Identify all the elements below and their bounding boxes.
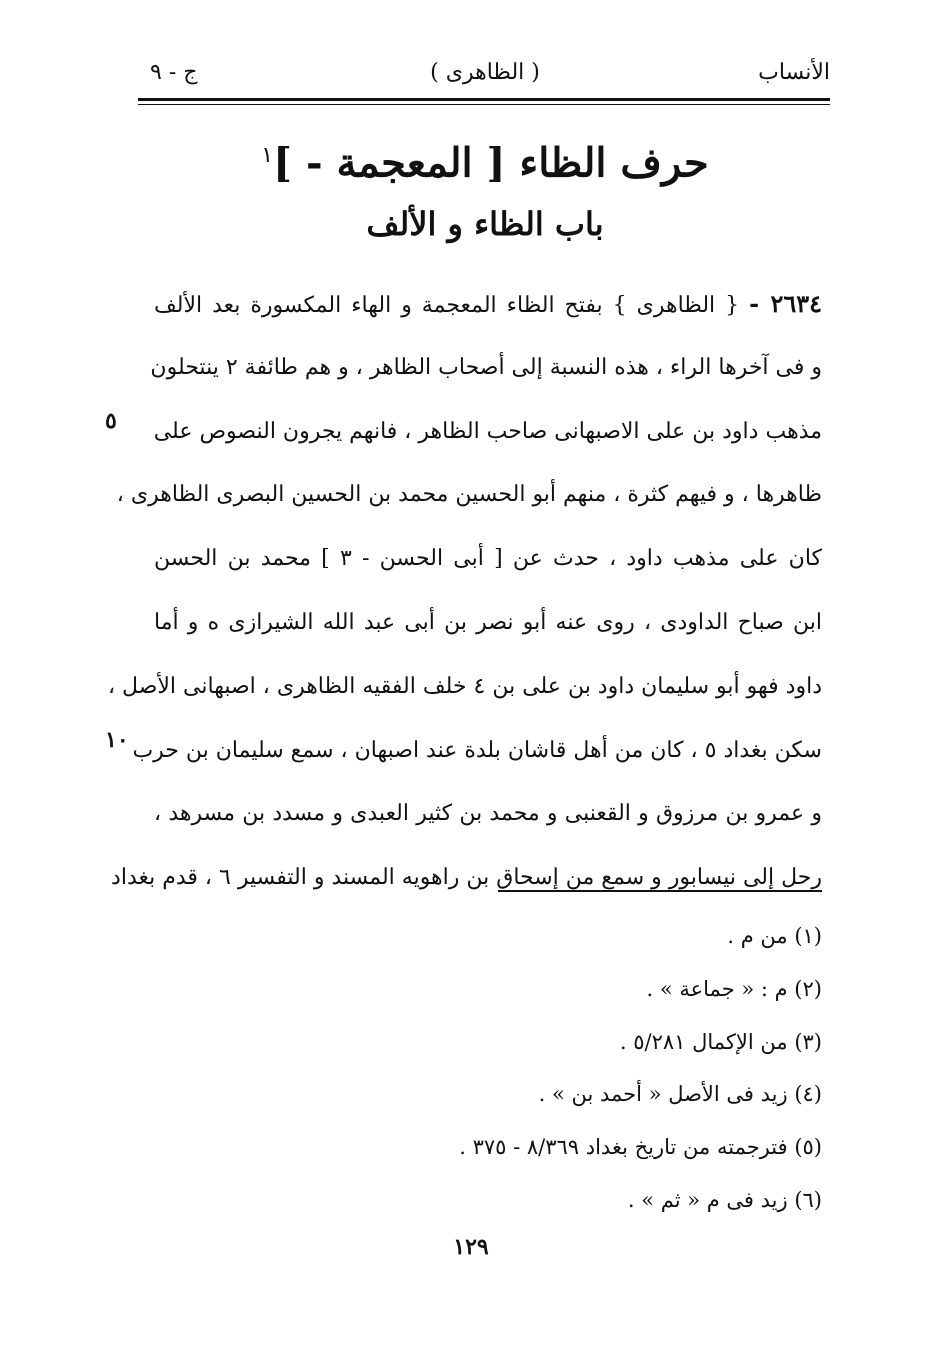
footnote-1: (١) من م . <box>727 924 822 948</box>
footnotes <box>142 910 822 1227</box>
body-line-3: مذهب داود بن على الاصبهانى صاحب الظاهر ، فانهم يجرون النصوص على <box>153 418 822 444</box>
body-line-1-text: { الظاهرى } بفتح الظاء المعجمة و الهاء المكسورة بعد الألف <box>154 293 740 318</box>
body-line-7: داود فهو أبو سليمان داود بن على بن ٤ خلف الفقيه الظاهرى ، اصبهانى الأصل ، <box>107 673 822 699</box>
header-book-title: الأنساب <box>758 60 830 85</box>
footnote-6: (٦) زيد فى م « ثم » . <box>627 1187 822 1212</box>
chapter-title-text: حرف الظاء [ المعجمة - ] <box>273 139 709 187</box>
footnote-rule <box>498 890 822 892</box>
footnote-5: (٥) فترجمته من تاريخ بغداد ٨/٣٦٩ - ٣٧٥ . <box>459 1135 822 1160</box>
section-subtitle: باب الظاء و الألف <box>366 205 604 243</box>
page-number: ١٢٩ <box>453 1234 489 1260</box>
body-line-10: رحل إلى نيسابور و سمع من إسحاق بن راهويه المسند و التفسير ٦ ، قدم بغداد <box>111 865 822 891</box>
body-line-4: ظاهرها ، و فيهم كثرة ، منهم أبو الحسين محمد بن الحسين البصرى الظاهرى ، <box>116 482 822 508</box>
body-line-2: و فى آخرها الراء ، هذه النسبة إلى أصحاب الظاهر ، و هم طائفة ٢ ينتحلون <box>150 354 822 380</box>
margin-line-number-10: ١٠ <box>105 727 129 753</box>
header-rule-thick <box>138 98 830 101</box>
footnote-2: (٢) م : « جماعة » . <box>646 976 822 1001</box>
body-line-9: و عمرو بن مرزوق و القعنبى و محمد بن كثير العبدى و مسدد بن مسرهد ، <box>154 801 822 827</box>
margin-line-number-5: ٥ <box>105 408 117 434</box>
body-line-5: كان على مذهب داود ، حدث عن [ أبى الحسن - ٣ ] محمد بن الحسن <box>154 546 822 572</box>
header-volume: ج - ٩ <box>150 60 198 85</box>
footnote-3: (٣) من الإكمال ٥/٢٨١ . <box>619 1029 822 1054</box>
running-header <box>140 56 830 90</box>
chapter-title-note: ١ <box>261 143 274 168</box>
body-line-6: ابن صباح الداودى ، روى عنه أبو نصر بن أبى عبد الله الشيرازى ه و أما <box>154 609 822 635</box>
body-line-8: سكن بغداد ٥ ، كان من أهل قاشان بلدة عند اصبهان ، سمع سليمان بن حرب <box>132 737 822 763</box>
header-section-title: ( الظاهرى ) <box>430 60 540 85</box>
header-rule-thin <box>138 104 830 105</box>
entry-number: ٢٦٣٤ - <box>749 289 822 318</box>
body-line-1 <box>154 272 822 336</box>
chapter-title <box>140 128 830 191</box>
footnote-4: (٤) زيد فى الأصل « أحمد بن » . <box>538 1082 822 1107</box>
